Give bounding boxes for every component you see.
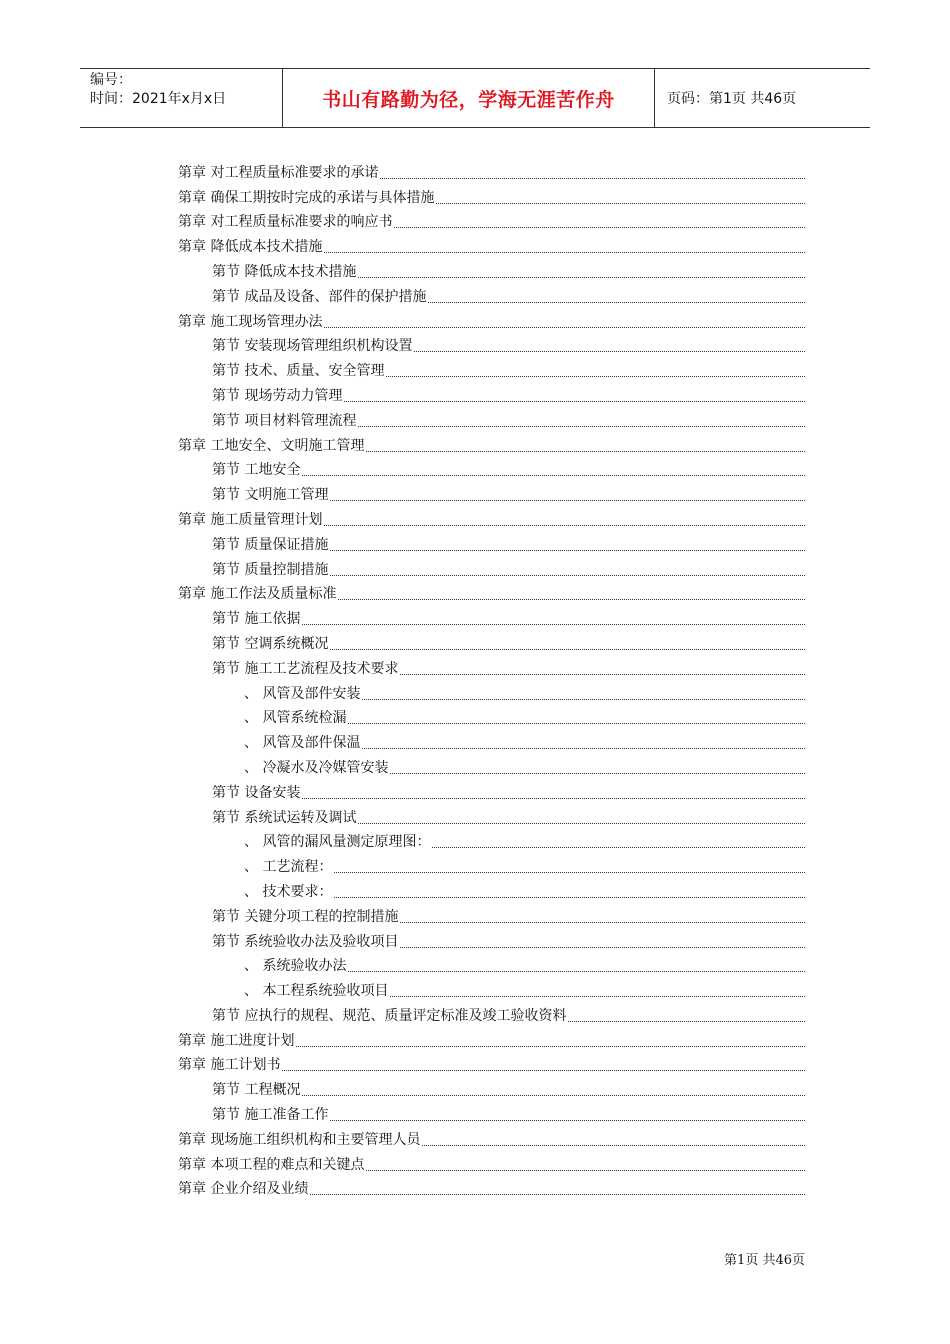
toc-entry-title: 、 本工程系统验收项目 bbox=[244, 983, 389, 1000]
toc-dot-leader bbox=[358, 426, 805, 427]
toc-dot-leader bbox=[330, 500, 805, 501]
toc-entry[interactable] bbox=[178, 554, 805, 579]
toc-entry[interactable] bbox=[178, 380, 805, 405]
toc-dot-leader bbox=[432, 847, 805, 848]
toc-entry[interactable] bbox=[178, 281, 805, 306]
toc-dot-leader bbox=[282, 1070, 805, 1071]
toc-entry-title: 第节 空调系统概况 bbox=[212, 635, 329, 652]
toc-entry-title: 第节 安装现场管理组织机构设置 bbox=[212, 338, 413, 355]
toc-dot-leader bbox=[334, 872, 805, 873]
toc-entry-title: 第节 应执行的规程、规范、质量评定标准及竣工验收资料 bbox=[212, 1007, 567, 1024]
toc-dot-leader bbox=[302, 475, 805, 476]
toc-dot-leader bbox=[366, 451, 805, 452]
toc-dot-leader bbox=[310, 1194, 805, 1195]
toc-entry-title: 第章 施工进度计划 bbox=[178, 1032, 295, 1049]
toc-entry-title: 第节 系统验收办法及验收项目 bbox=[212, 933, 399, 950]
toc-dot-leader bbox=[366, 1170, 805, 1171]
toc-entry-title: 、 冷凝水及冷媒管安装 bbox=[244, 759, 389, 776]
toc-entry[interactable] bbox=[178, 1099, 805, 1124]
toc-entry-title: 第节 降低成本技术措施 bbox=[212, 263, 357, 280]
toc-entry[interactable] bbox=[178, 579, 805, 604]
toc-dot-leader bbox=[390, 996, 805, 997]
toc-entry-title: 第节 质量保证措施 bbox=[212, 536, 329, 553]
toc-entry[interactable] bbox=[178, 628, 805, 653]
toc-entry-title: 第节 文明施工管理 bbox=[212, 487, 329, 504]
toc-dot-leader bbox=[296, 1046, 805, 1047]
page-header bbox=[80, 68, 870, 128]
toc-dot-leader bbox=[386, 376, 805, 377]
toc-entry[interactable] bbox=[178, 207, 805, 232]
toc-entry[interactable] bbox=[178, 777, 805, 802]
toc-entry-title: 第章 企业介绍及业绩 bbox=[178, 1181, 309, 1198]
toc-entry[interactable] bbox=[178, 926, 805, 951]
toc-dot-leader bbox=[394, 227, 805, 228]
toc-dot-leader bbox=[302, 798, 805, 799]
toc-entry-title: 第节 质量控制措施 bbox=[212, 561, 329, 578]
toc-entry-title: 第章 施工作法及质量标准 bbox=[178, 586, 337, 603]
toc-dot-leader bbox=[358, 823, 805, 824]
toc-entry-title: 第章 施工计划书 bbox=[178, 1057, 281, 1074]
toc-entry[interactable] bbox=[178, 231, 805, 256]
document-date: 时间：2021年x月x日 bbox=[90, 91, 227, 107]
toc-entry-title: 第节 成品及设备、部件的保护措施 bbox=[212, 288, 427, 305]
toc-entry-title: 、 风管及部件安装 bbox=[244, 685, 361, 702]
header-meta bbox=[80, 69, 282, 127]
page-footer: 第1页 共46页 bbox=[724, 1253, 805, 1268]
toc-dot-leader bbox=[362, 748, 805, 749]
toc-dot-leader bbox=[338, 599, 805, 600]
toc-entry-title: 第节 技术、质量、安全管理 bbox=[212, 363, 385, 380]
toc-entry-title: 第节 工地安全 bbox=[212, 462, 301, 479]
toc-entry[interactable] bbox=[178, 504, 805, 529]
toc-dot-leader bbox=[358, 277, 805, 278]
toc-entry-title: 第章 本项工程的难点和关键点 bbox=[178, 1156, 365, 1173]
toc-entry[interactable] bbox=[178, 455, 805, 480]
toc-dot-leader bbox=[324, 327, 805, 328]
toc-dot-leader bbox=[330, 550, 805, 551]
toc-dot-leader bbox=[400, 922, 805, 923]
toc-dot-leader bbox=[334, 897, 805, 898]
toc-entry[interactable] bbox=[178, 1000, 805, 1025]
toc-entry[interactable] bbox=[178, 851, 805, 876]
toc-entry[interactable] bbox=[178, 703, 805, 728]
toc-entry[interactable] bbox=[178, 752, 805, 777]
toc-entry[interactable] bbox=[178, 653, 805, 678]
toc-entry-title: 第章 对工程质量标准要求的响应书 bbox=[178, 214, 393, 231]
toc-entry-title: 第节 关键分项工程的控制措施 bbox=[212, 908, 399, 925]
toc-entry[interactable] bbox=[178, 802, 805, 827]
toc-dot-leader bbox=[302, 624, 805, 625]
toc-entry-title: 第节 设备安装 bbox=[212, 784, 301, 801]
toc-entry[interactable] bbox=[178, 678, 805, 703]
toc-entry[interactable] bbox=[178, 901, 805, 926]
toc-dot-leader bbox=[330, 1120, 805, 1121]
toc-entry-title: 第节 项目材料管理流程 bbox=[212, 412, 357, 429]
toc-entry[interactable] bbox=[178, 1149, 805, 1174]
toc-dot-leader bbox=[380, 178, 805, 179]
toc-entry-title: 、 工艺流程： bbox=[244, 859, 333, 876]
toc-entry[interactable] bbox=[178, 529, 805, 554]
toc-dot-leader bbox=[436, 203, 805, 204]
toc-entry[interactable] bbox=[178, 479, 805, 504]
toc-entry[interactable] bbox=[178, 1025, 805, 1050]
toc-entry[interactable] bbox=[178, 827, 805, 852]
toc-entry-title: 、 系统验收办法 bbox=[244, 958, 347, 975]
toc-entry[interactable] bbox=[178, 430, 805, 455]
toc-entry[interactable] bbox=[178, 1174, 805, 1199]
toc-entry-title: 第节 工程概况 bbox=[212, 1082, 301, 1099]
toc-dot-leader bbox=[362, 699, 805, 700]
toc-entry-title: 第章 降低成本技术措施 bbox=[178, 239, 323, 256]
toc-dot-leader bbox=[348, 723, 805, 724]
toc-dot-leader bbox=[302, 1095, 805, 1096]
toc-entry-title: 第节 现场劳动力管理 bbox=[212, 387, 343, 404]
toc-dot-leader bbox=[568, 1021, 805, 1022]
toc-dot-leader bbox=[324, 525, 805, 526]
toc-entry-title: 、 风管系统检漏 bbox=[244, 710, 347, 727]
toc-dot-leader bbox=[344, 401, 805, 402]
toc-dot-leader bbox=[324, 252, 805, 253]
toc-entry-title: 第章 施工现场管理办法 bbox=[178, 313, 323, 330]
toc-entry[interactable] bbox=[178, 355, 805, 380]
toc-entry-title: 第章 现场施工组织机构和主要管理人员 bbox=[178, 1131, 421, 1148]
toc-entry[interactable] bbox=[178, 306, 805, 331]
toc-dot-leader bbox=[422, 1145, 805, 1146]
toc-entry[interactable] bbox=[178, 331, 805, 356]
toc-entry[interactable] bbox=[178, 727, 805, 752]
toc-entry-title: 第章 对工程质量标准要求的承诺 bbox=[178, 164, 379, 181]
toc-dot-leader bbox=[428, 302, 805, 303]
toc-entry[interactable] bbox=[178, 405, 805, 430]
toc-entry[interactable] bbox=[178, 1050, 805, 1075]
toc-entry[interactable] bbox=[178, 1074, 805, 1099]
document-number-label: 编号： bbox=[90, 72, 132, 88]
toc-entry-title: 、 风管的漏风量测定原理图： bbox=[244, 834, 431, 851]
toc-dot-leader bbox=[400, 674, 805, 675]
toc-dot-leader bbox=[348, 971, 805, 972]
toc-entry-title: 第节 系统试运转及调试 bbox=[212, 809, 357, 826]
toc-dot-leader bbox=[414, 351, 805, 352]
toc-dot-leader bbox=[400, 947, 805, 948]
toc-entry[interactable] bbox=[178, 256, 805, 281]
toc-entry[interactable] bbox=[178, 951, 805, 976]
toc-dot-leader bbox=[330, 575, 805, 576]
toc-dot-leader bbox=[390, 773, 805, 774]
table-of-contents bbox=[178, 157, 805, 1198]
toc-entry-title: 第节 施工准备工作 bbox=[212, 1107, 329, 1124]
toc-entry[interactable] bbox=[178, 975, 805, 1000]
toc-entry-title: 第章 确保工期按时完成的承诺与具体措施 bbox=[178, 189, 435, 206]
header-motto: 书山有路勤为径，学海无涯苦作舟 bbox=[282, 69, 655, 127]
toc-entry-title: 第节 施工工艺流程及技术要求 bbox=[212, 660, 399, 677]
toc-entry-title: 第章 施工质量管理计划 bbox=[178, 511, 323, 528]
toc-entry-title: 第节 施工依据 bbox=[212, 611, 301, 628]
toc-entry[interactable] bbox=[178, 182, 805, 207]
toc-dot-leader bbox=[330, 649, 805, 650]
toc-entry-title: 第章 工地安全、文明施工管理 bbox=[178, 437, 365, 454]
header-page-number: 页码：第1页 共46页 bbox=[667, 91, 797, 107]
toc-entry-title: 、 技术要求： bbox=[244, 883, 333, 900]
toc-entry[interactable] bbox=[178, 876, 805, 901]
toc-entry-title: 、 风管及部件保温 bbox=[244, 735, 361, 752]
toc-entry[interactable] bbox=[178, 603, 805, 628]
toc-entry[interactable] bbox=[178, 1124, 805, 1149]
toc-entry[interactable] bbox=[178, 157, 805, 182]
